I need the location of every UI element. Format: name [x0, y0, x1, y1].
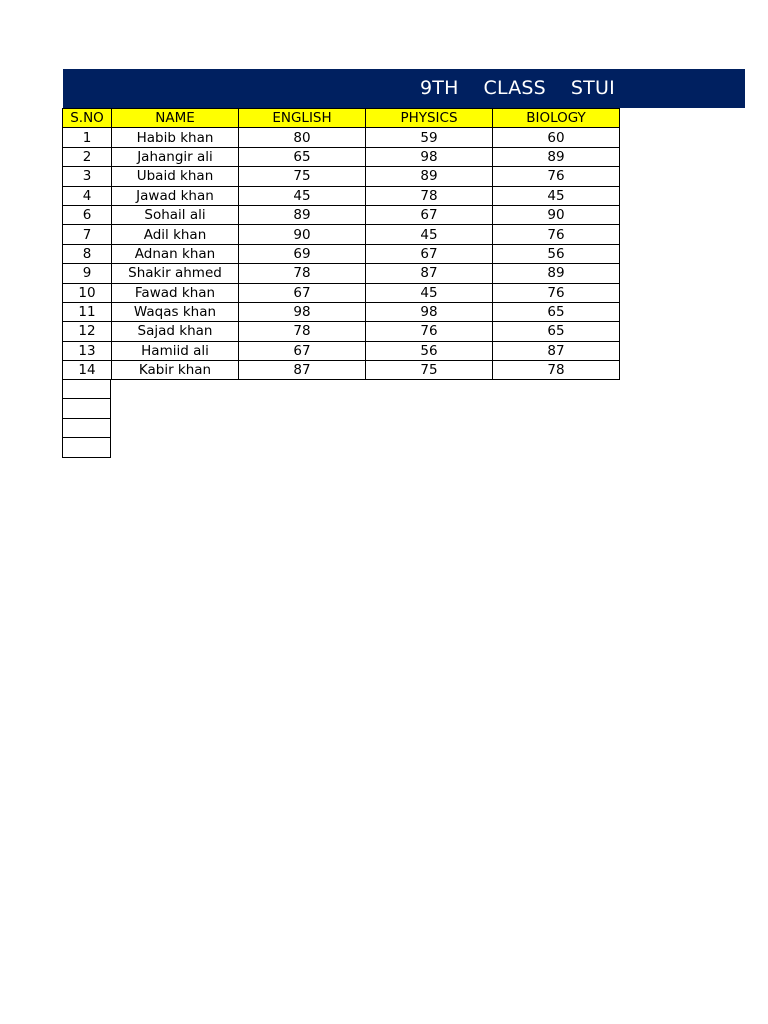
marks-table	[62, 108, 620, 380]
table-row	[63, 128, 620, 147]
cell-physics[interactable]: 45	[366, 225, 493, 244]
cell-english[interactable]: 89	[239, 205, 366, 224]
cell-sno[interactable]: 7	[63, 225, 112, 244]
blank-body	[63, 380, 111, 458]
blank-row	[63, 438, 111, 457]
table-row	[63, 361, 620, 380]
cell-biology[interactable]: 90	[493, 205, 620, 224]
blank-cell[interactable]	[63, 399, 111, 418]
cell-biology[interactable]: 89	[493, 147, 620, 166]
cell-physics[interactable]: 87	[366, 264, 493, 283]
blank-cell[interactable]	[63, 438, 111, 457]
cell-english[interactable]: 87	[239, 361, 366, 380]
cell-biology[interactable]: 56	[493, 244, 620, 263]
table-row	[63, 283, 620, 302]
cell-sno[interactable]: 11	[63, 302, 112, 321]
cell-physics[interactable]: 98	[366, 147, 493, 166]
cell-english[interactable]: 80	[239, 128, 366, 147]
blank-row	[63, 399, 111, 418]
cell-biology[interactable]: 45	[493, 186, 620, 205]
cell-english[interactable]: 75	[239, 167, 366, 186]
cell-name[interactable]: Adnan khan	[112, 244, 239, 263]
cell-physics[interactable]: 67	[366, 244, 493, 263]
cell-sno[interactable]: 3	[63, 167, 112, 186]
blank-cell[interactable]	[63, 418, 111, 437]
header-cell-physics: PHYSICS	[366, 109, 493, 128]
cell-sno[interactable]: 13	[63, 341, 112, 360]
table-row	[63, 244, 620, 263]
cell-sno[interactable]: 4	[63, 186, 112, 205]
table-row	[63, 322, 620, 341]
cell-biology[interactable]: 60	[493, 128, 620, 147]
header-cell-english: ENGLISH	[239, 109, 366, 128]
cell-english[interactable]: 98	[239, 302, 366, 321]
cell-name[interactable]: Sajad khan	[112, 322, 239, 341]
cell-english[interactable]: 78	[239, 264, 366, 283]
header-row	[63, 109, 620, 128]
title-band	[63, 69, 745, 108]
cell-english[interactable]: 45	[239, 186, 366, 205]
cell-name[interactable]: Fawad khan	[112, 283, 239, 302]
cell-sno[interactable]: 9	[63, 264, 112, 283]
cell-name[interactable]: Adil khan	[112, 225, 239, 244]
blank-cells	[62, 379, 111, 458]
sheet-title: 9TH CLASS STUI	[420, 77, 615, 99]
cell-sno[interactable]: 8	[63, 244, 112, 263]
cell-name[interactable]: Kabir khan	[112, 361, 239, 380]
table-row	[63, 205, 620, 224]
cell-english[interactable]: 67	[239, 283, 366, 302]
table-row	[63, 147, 620, 166]
cell-sno[interactable]: 12	[63, 322, 112, 341]
cell-english[interactable]: 78	[239, 322, 366, 341]
cell-physics[interactable]: 75	[366, 361, 493, 380]
table-row	[63, 186, 620, 205]
cell-biology[interactable]: 76	[493, 167, 620, 186]
table-row	[63, 225, 620, 244]
cell-sno[interactable]: 10	[63, 283, 112, 302]
cell-biology[interactable]: 65	[493, 302, 620, 321]
cell-biology[interactable]: 89	[493, 264, 620, 283]
cell-physics[interactable]: 56	[366, 341, 493, 360]
blank-row	[63, 418, 111, 437]
cell-physics[interactable]: 76	[366, 322, 493, 341]
cell-name[interactable]: Sohail ali	[112, 205, 239, 224]
blank-cell[interactable]	[63, 380, 111, 399]
cell-physics[interactable]: 67	[366, 205, 493, 224]
cell-name[interactable]: Jahangir ali	[112, 147, 239, 166]
cell-name[interactable]: Ubaid khan	[112, 167, 239, 186]
cell-name[interactable]: Jawad khan	[112, 186, 239, 205]
table-row	[63, 341, 620, 360]
cell-name[interactable]: Shakir ahmed	[112, 264, 239, 283]
cell-english[interactable]: 67	[239, 341, 366, 360]
cell-biology[interactable]: 76	[493, 225, 620, 244]
cell-sno[interactable]: 1	[63, 128, 112, 147]
cell-english[interactable]: 69	[239, 244, 366, 263]
cell-physics[interactable]: 98	[366, 302, 493, 321]
cell-sno[interactable]: 2	[63, 147, 112, 166]
cell-name[interactable]: Hamiid ali	[112, 341, 239, 360]
cell-name[interactable]: Waqas khan	[112, 302, 239, 321]
cell-physics[interactable]: 45	[366, 283, 493, 302]
cell-biology[interactable]: 76	[493, 283, 620, 302]
table-row	[63, 302, 620, 321]
table-row	[63, 264, 620, 283]
blank-row	[63, 380, 111, 399]
table-row	[63, 167, 620, 186]
cell-physics[interactable]: 89	[366, 167, 493, 186]
cell-biology[interactable]: 78	[493, 361, 620, 380]
cell-biology[interactable]: 65	[493, 322, 620, 341]
table-body	[63, 128, 620, 380]
cell-name[interactable]: Habib khan	[112, 128, 239, 147]
header-cell-name: NAME	[112, 109, 239, 128]
cell-sno[interactable]: 14	[63, 361, 112, 380]
cell-biology[interactable]: 87	[493, 341, 620, 360]
header-cell-sno: S.NO	[63, 109, 112, 128]
cell-physics[interactable]: 78	[366, 186, 493, 205]
cell-sno[interactable]: 6	[63, 205, 112, 224]
header-cell-biology: BIOLOGY	[493, 109, 620, 128]
cell-english[interactable]: 90	[239, 225, 366, 244]
cell-physics[interactable]: 59	[366, 128, 493, 147]
cell-english[interactable]: 65	[239, 147, 366, 166]
